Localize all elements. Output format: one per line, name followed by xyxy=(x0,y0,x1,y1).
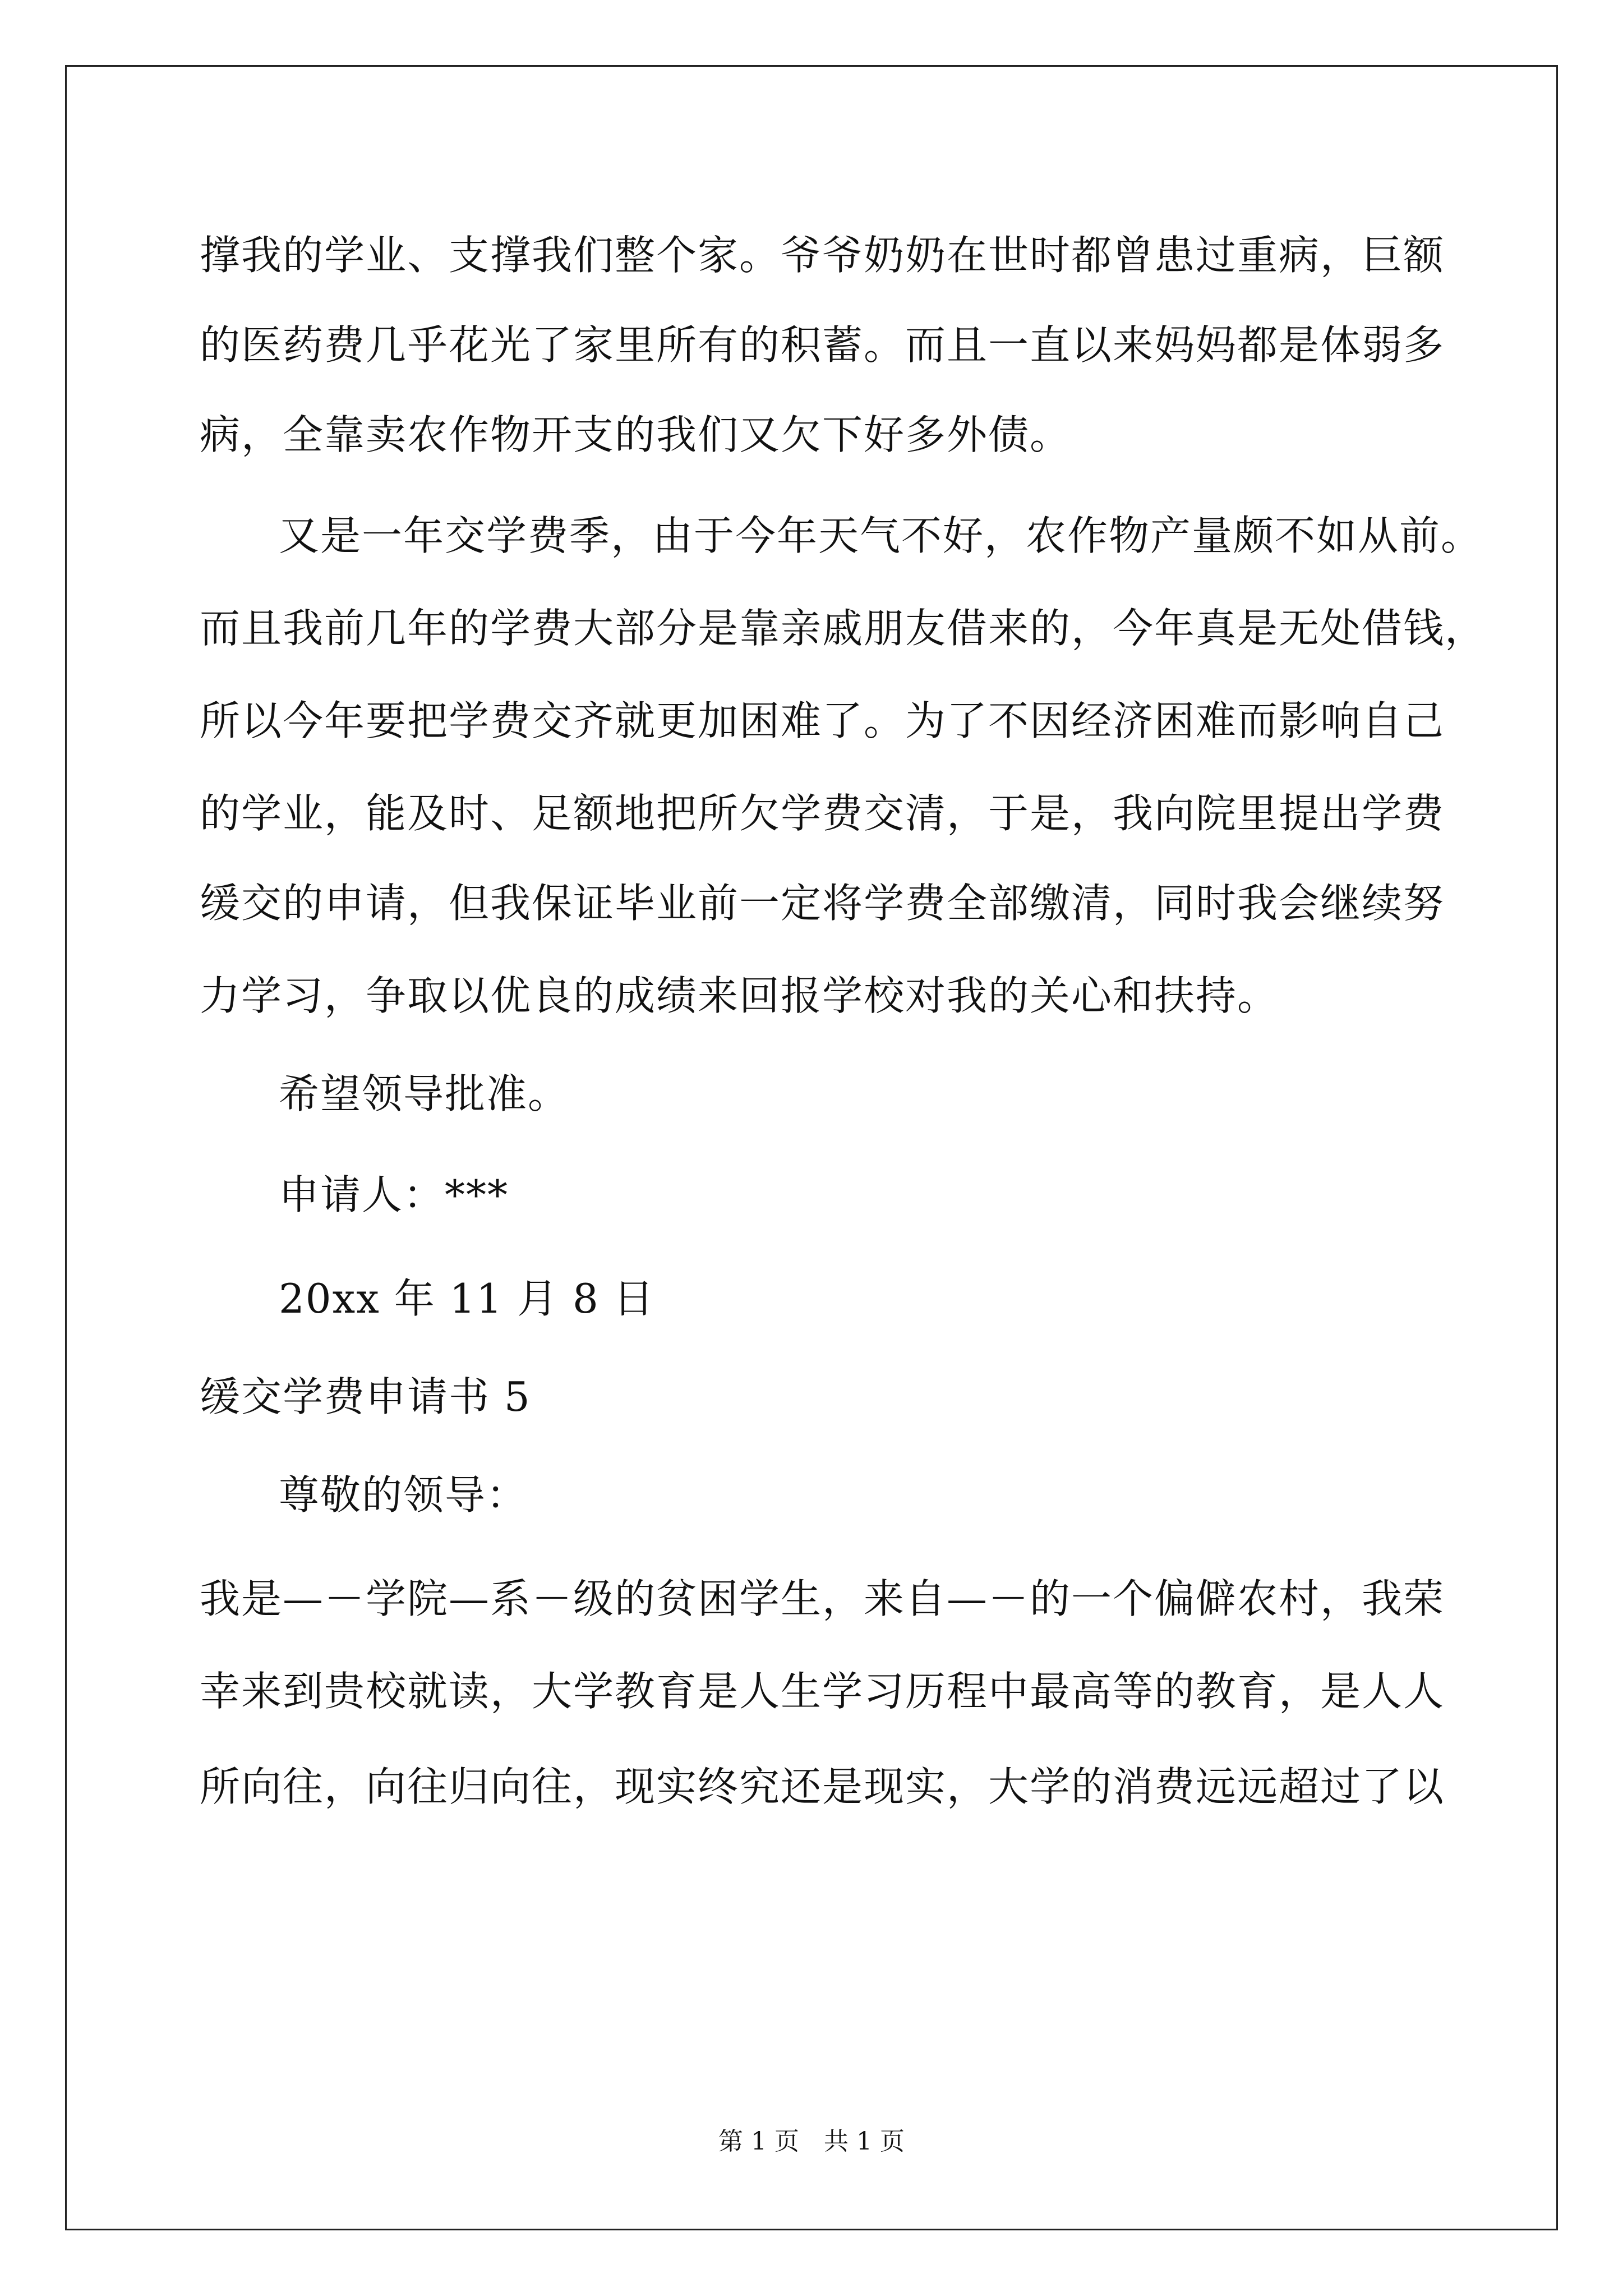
page-frame xyxy=(65,65,1558,2230)
page-number-footer: 第 1 页 共 1 页 xyxy=(718,2127,905,2156)
date-line: 20xx 年 11 月 8 日 xyxy=(279,1275,655,1322)
closing-request: 希望领导批准。 xyxy=(279,1070,570,1117)
body-line-6: 所以今年要把学费交齐就更加困难了。为了不因经济困难而影响自己 xyxy=(200,697,1445,744)
section-title: 缓交学费申请书 5 xyxy=(200,1373,531,1420)
salutation: 尊敬的领导： xyxy=(279,1471,528,1519)
body-line-5: 而且我前几年的学费大部分是靠亲戚朋友借来的，今年真是无处借钱， xyxy=(200,605,1487,652)
body-line-1: 撑我的学业、支撑我们整个家。爷爷奶奶在世时都曾患过重病，巨额 xyxy=(200,232,1445,279)
body-line-8: 缓交的申请，但我保证毕业前一定将学费全部缴清，同时我会继续努 xyxy=(200,880,1445,927)
body-line-2: 的医药费几乎花光了家里所有的积蓄。而且一直以来妈妈都是体弱多 xyxy=(200,321,1445,369)
body-line-10: 我是—－学院—系－级的贫困学生，来自—－的一个偏僻农村，我荣 xyxy=(200,1575,1445,1622)
applicant-line: 申请人：*** xyxy=(279,1171,509,1218)
body-line-12: 所向往，向往归向往，现实终究还是现实，大学的消费远远超过了以 xyxy=(200,1763,1445,1810)
body-line-7: 的学业，能及时、足额地把所欠学费交清，于是，我向院里提出学费 xyxy=(200,790,1445,837)
body-line-9: 力学习，争取以优良的成绩来回报学校对我的关心和扶持。 xyxy=(200,972,1279,1019)
body-line-3: 病，全靠卖农作物开支的我们又欠下好多外债。 xyxy=(200,411,1072,458)
body-line-11: 幸来到贵校就读，大学教育是人生学习历程中最高等的教育，是人人 xyxy=(200,1668,1445,1715)
body-line-4: 又是一年交学费季，由于今年天气不好，农作物产量颇不如从前。 xyxy=(279,512,1483,559)
